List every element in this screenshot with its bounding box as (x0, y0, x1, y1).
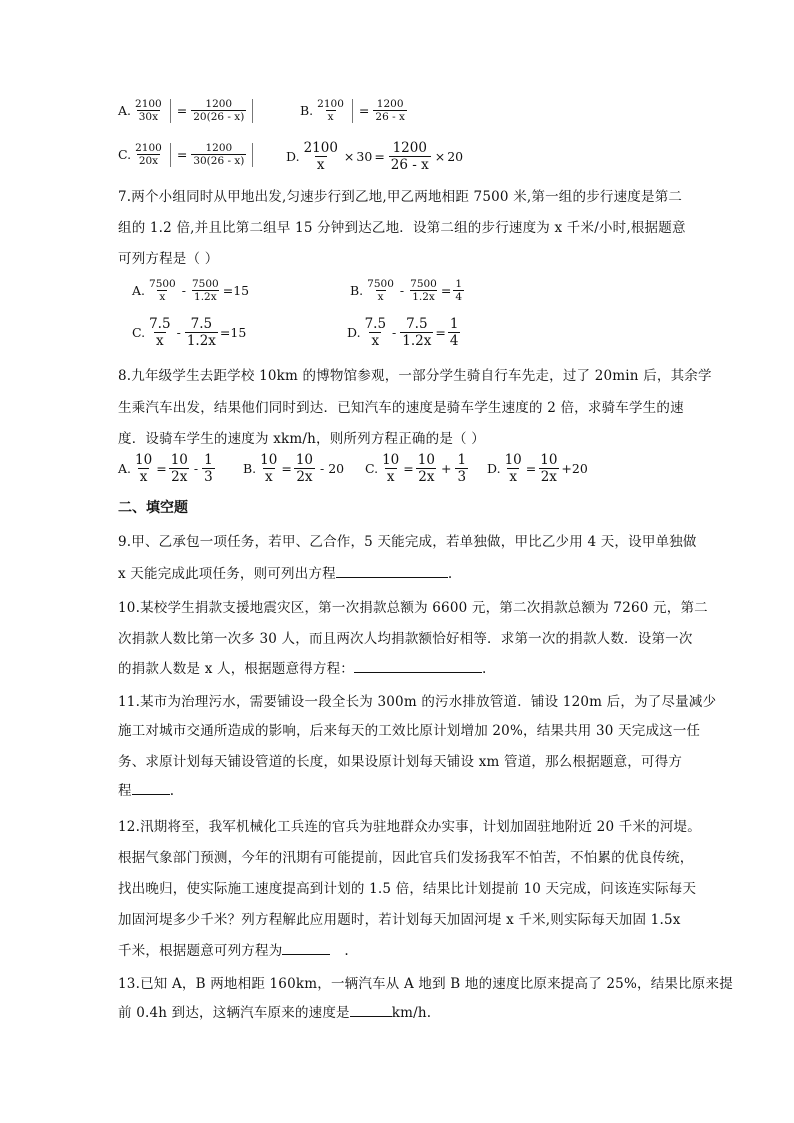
numerator: 10 (504, 452, 522, 468)
period: . (447, 566, 453, 582)
numerator: 2100 (135, 142, 162, 154)
numerator: 7500 (191, 278, 219, 290)
fraction (302, 140, 340, 173)
fraction (147, 278, 178, 303)
equals-sign: = (525, 461, 537, 476)
fraction (185, 316, 218, 349)
fraction (133, 98, 164, 123)
unit-label: km/h. (391, 1005, 432, 1021)
fraction (147, 316, 172, 349)
fraction (258, 452, 279, 485)
image-edge (352, 99, 353, 123)
option-label: D. (286, 149, 300, 164)
denominator: x (159, 291, 166, 303)
q8-option-b (243, 452, 344, 485)
image-edge (170, 143, 171, 167)
minus-sign: - (193, 461, 199, 476)
denominator: 26 - x (375, 111, 405, 123)
answer-blank[interactable] (132, 782, 170, 795)
fraction (373, 98, 407, 123)
numerator: 1 (204, 452, 213, 468)
q9-line-2 (118, 562, 452, 582)
q11-line-1: 11.某市为治理污水，需要铺设一段全长为 300m 的污水排放管道．铺设 120m 后，为了尽量减少 (118, 694, 717, 710)
option-label: A. (118, 461, 132, 476)
option-label: C. (118, 147, 132, 162)
fraction (416, 452, 437, 485)
denominator: x (371, 333, 380, 349)
q8-line-3: 度．设骑车学生的速度为 xkm/h，则所列方程正确的是（ ） (118, 431, 485, 447)
q10-line-1: 10.某校学生捐款支援地震灾区，第一次捐款总额为 6600 元，第二次捐款总额为 7260 元，第二 (118, 600, 708, 616)
minus-sign: - (392, 325, 397, 340)
denominator: 3 (457, 469, 467, 485)
q12-line-5 (118, 939, 349, 959)
denominator: x (156, 333, 164, 349)
denominator: x (377, 291, 384, 303)
image-edge (252, 143, 253, 167)
denominator: x (139, 469, 148, 485)
option-label: C. (365, 461, 379, 476)
denominator: 26 - x (390, 157, 429, 173)
option-label: C. (132, 325, 146, 340)
fraction (169, 452, 190, 485)
numerator: 7500 (410, 278, 437, 290)
fraction (408, 278, 439, 303)
numerator: 10 (135, 452, 153, 468)
equals-sign: = (281, 461, 292, 476)
denominator: x (509, 469, 517, 485)
numerator: 1 (449, 316, 459, 332)
fraction (294, 452, 315, 485)
image-edge (252, 99, 253, 123)
denominator: 3 (204, 469, 213, 485)
numerator: 1200 (392, 140, 427, 156)
right-hand-side: =15 (219, 325, 247, 340)
q8-option-d (487, 452, 588, 485)
image-edge (170, 99, 171, 123)
fraction (538, 452, 559, 485)
denominator: 20(26 - x) (193, 111, 245, 123)
q10-line-2: 次捐款人数比第一次多 30 人，而且两次人均捐款额恰好相等．求第一次的捐款人数．设第一次 (118, 631, 693, 647)
fraction (191, 142, 246, 167)
denominator: x (386, 469, 395, 485)
constant-term: +20 (561, 461, 588, 476)
q8-line-2: 生乘汽车出发，结果他们同时到达．已知汽车的速度是骑车学生速度的 2 倍，求骑车学生的速 (118, 400, 684, 416)
numerator: 1200 (376, 98, 404, 110)
q9-text: x 天能完成此项任务，则可列出方程 (118, 566, 336, 582)
fraction (365, 278, 396, 303)
equals-sign: = (176, 103, 188, 118)
option-label: A. (132, 283, 146, 298)
answer-blank[interactable] (350, 1004, 392, 1017)
numerator: 1 (455, 278, 463, 290)
period: . (344, 943, 349, 959)
right-hand-side: =15 (222, 283, 250, 298)
numerator: 7500 (149, 278, 176, 290)
equals-sign: = (374, 149, 385, 164)
numerator: 1200 (205, 98, 233, 110)
option-label: B. (300, 103, 314, 118)
minus-sign: - (399, 283, 405, 298)
numerator: 10 (295, 452, 314, 468)
q8-line-1: 8.九年级学生去距学校 10km 的博物馆参观，一部分学生骑自行车先走，过了 20min 后，其余学 (118, 368, 712, 384)
constant-term: - 20 (320, 461, 345, 476)
fraction (400, 316, 433, 349)
denominator: 4 (455, 291, 463, 303)
numerator: 7.5 (190, 316, 213, 332)
q7-line-1: 7.两个小组同时从甲地出发,匀速步行到乙地,甲乙两地相距 7500 米,第一组的步行速度是第二 (118, 189, 683, 205)
q11-text: 程 (118, 783, 132, 799)
equals-sign: = (156, 461, 167, 476)
denominator: 30x (138, 111, 159, 123)
q13-line-1: 13.已知 A，B 两地相距 160km，一辆汽车从 A 地到 B 地的速度比原来提高了 25%，结果比原来提 (118, 976, 733, 992)
fraction (190, 278, 221, 303)
q11-line-3: 务、求原计划每天铺设管道的长度，如果设原计划每天铺设 xm 管道，那么根据题意，可得方 (118, 754, 683, 770)
numerator: 2100 (303, 140, 338, 156)
denominator: 30(26 - x) (193, 155, 245, 167)
numerator: 7500 (367, 278, 394, 290)
denominator: 2x (418, 469, 435, 485)
denominator: x (327, 111, 334, 123)
denominator: 2x (171, 469, 188, 485)
q12-line-4: 加固河堤多少千米？列方程解此应用题时，若计划每天加固河堤 x 千米,则实际每天加固 1.5x (118, 912, 681, 928)
option-label: B. (350, 283, 364, 298)
q7-line-3: 可列方程是（ ） (118, 251, 219, 267)
fraction (133, 452, 154, 485)
q10-line-3 (118, 657, 487, 677)
equals-sign: = (440, 283, 452, 298)
q12-line-3: 找出晚归，使实际施工速度提高到计划的 1.5 倍，结果比计划提前 10 天完成，问该连实际每天 (118, 881, 697, 897)
fraction (133, 142, 164, 167)
denominator: 1.2x (194, 291, 217, 303)
q7-option-d (347, 316, 462, 349)
denominator: 20x (138, 155, 159, 167)
fraction (191, 98, 246, 123)
numerator: 1200 (205, 142, 233, 154)
q7-option-a (132, 278, 249, 303)
numerator: 7.5 (364, 316, 387, 332)
option-c-top (118, 142, 257, 167)
q12-line-2: 根据气象部门预测，今年的汛期有可能提前，因此官兵们发扬我军不怕苦，不怕累的优良传统， (118, 850, 694, 866)
denominator: 1.2x (186, 333, 216, 349)
numerator: 7.5 (406, 316, 428, 332)
numerator: 10 (260, 452, 278, 468)
numerator: 10 (540, 452, 558, 468)
denominator: 1.2x (412, 291, 435, 303)
q12-text: 千米，根据题意可列方程为 (118, 943, 283, 959)
equals-sign: = (358, 103, 370, 118)
q12-line-1: 12.汛期将至，我军机械化工兵连的官兵为驻地群众办实事，计划加固驻地附近 20 千米的河堤。 (118, 819, 701, 835)
constant: 30 (356, 149, 373, 164)
option-b-top (300, 98, 409, 123)
denominator: x (264, 469, 273, 485)
constant: 20 (447, 149, 464, 164)
minus-sign: - (181, 283, 186, 298)
option-label: D. (347, 325, 361, 340)
times-sign: × (343, 149, 355, 164)
denominator: 4 (449, 333, 459, 349)
numerator: 10 (382, 452, 400, 468)
times-sign: × (434, 149, 446, 164)
option-d-top (286, 140, 463, 173)
period: . (482, 661, 487, 677)
numerator: 2100 (317, 98, 344, 110)
equals-sign: = (435, 325, 446, 340)
fraction (315, 98, 346, 123)
answer-blank[interactable] (354, 660, 482, 673)
q7-option-b (350, 278, 466, 303)
fraction (448, 316, 461, 349)
option-label: A. (118, 103, 132, 118)
equals-sign: = (403, 461, 414, 476)
option-label: D. (487, 461, 501, 476)
plus-sign: + (440, 461, 452, 476)
option-label: B. (243, 461, 257, 476)
fraction (363, 316, 388, 349)
fraction (202, 452, 215, 485)
denominator: 1.2x (402, 333, 432, 349)
q13-line-2 (118, 1001, 431, 1021)
q7-option-c (132, 316, 246, 349)
fraction (455, 452, 468, 485)
period: . (169, 783, 175, 799)
q10-text: 的捐款人数是 x 人，根据题意得方程： (118, 661, 354, 677)
q7-line-2: 组的 1.2 倍,并且比第二组早 15 分钟到达乙地．设第二组的步行速度为 x 千米/小时,根据题意 (118, 220, 686, 236)
denominator: 2x (540, 469, 557, 485)
denominator: x (316, 157, 325, 173)
minus-sign: - (176, 325, 181, 340)
q8-option-c (365, 452, 470, 485)
numerator: 1 (457, 452, 467, 468)
answer-blank[interactable] (336, 565, 448, 578)
q13-text: 前 0.4h 到达，这辆汽车原来的速度是 (118, 1005, 350, 1021)
fraction (380, 452, 401, 485)
numerator: 10 (417, 452, 435, 468)
q11-line-2: 施工对城市交通所造成的影响，后来每天的工效比原计划增加 20%，结果共用 30 天完成这一任 (118, 723, 701, 739)
answer-blank[interactable] (282, 942, 330, 955)
fraction (389, 140, 431, 173)
option-a-top (118, 98, 257, 123)
section-heading-fill-in: 二、填空题 (118, 500, 188, 516)
numerator: 10 (170, 452, 188, 468)
denominator: 2x (296, 469, 313, 485)
fraction (503, 452, 524, 485)
equals-sign: = (176, 147, 188, 162)
numerator: 7.5 (149, 316, 171, 332)
q9-line-1: 9.甲、乙承包一项任务，若甲、乙合作，5 天能完成，若单独做，甲比乙少用 4 天，设甲单独做 (118, 534, 697, 550)
numerator: 2100 (135, 98, 162, 110)
q11-line-4 (118, 779, 174, 799)
fraction (453, 278, 464, 303)
q8-option-a (118, 452, 217, 485)
